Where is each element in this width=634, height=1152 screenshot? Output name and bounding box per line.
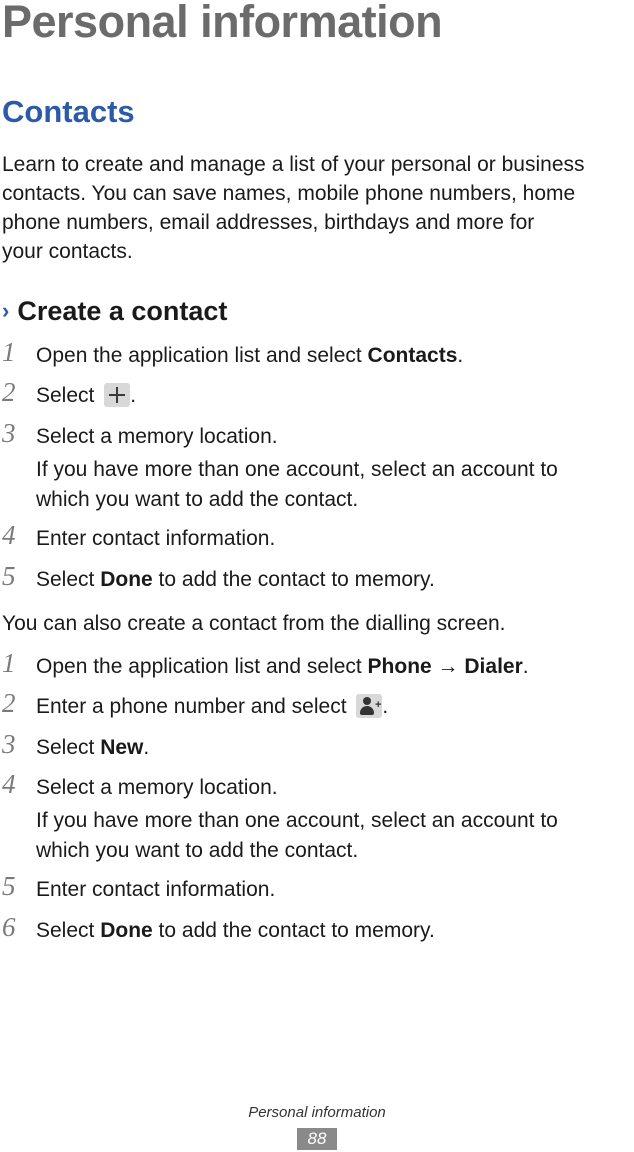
intro-line: phone numbers, email addresses, birthdays and more for [2,211,535,234]
step-text: Select New. [36,736,150,759]
intro-line: Learn to create and manage a list of your personal or business [2,153,585,176]
step-number: 3 [2,418,16,448]
chevron-right-icon: › [2,298,10,323]
step-text: Enter contact information. [36,527,276,550]
plus-icon [104,383,130,407]
page-title: Personal information [2,0,443,47]
step-number: 2 [2,377,16,407]
add-contact-icon: + [356,694,382,718]
intro-line: your contacts. [2,240,133,263]
intro-line: contacts. You can save names, mobile phone numbers, home [2,182,576,205]
bridge-text: You can also create a contact from the dialling screen. [2,612,506,635]
section-title: Contacts [2,94,135,129]
footer-label: Personal information [248,1104,386,1121]
step-text: Select a memory location. [36,776,278,799]
step-number: 5 [2,871,16,901]
subsection-title: Create a contact [17,296,228,326]
step-text: Enter a phone number and select + . [36,695,389,718]
step-text: Enter contact information. [36,878,276,901]
subsection-heading [2,296,227,327]
step-number: 4 [2,769,16,799]
step-number: 4 [2,520,16,550]
step-text: Select Done to add the contact to memory. [36,568,435,591]
step-number: 5 [2,561,16,591]
step-text: Open the application list and select Contacts. [36,344,464,367]
step-number: 1 [2,337,16,367]
step-number: 1 [2,648,16,678]
step-number: 6 [2,912,16,942]
step-text: Open the application list and select Phone → Dialer. [36,655,529,678]
step-text: Select a memory location. [36,425,278,448]
intro-paragraph [2,150,632,266]
step-number: 3 [2,729,16,759]
step-text: Select . [36,384,137,407]
step-note: If you have more than one account, select an account to which you want to add the contact. [36,809,558,862]
step-number: 2 [2,688,16,718]
step-text: Select Done to add the contact to memory. [36,919,435,942]
step-note: If you have more than one account, select an account to which you want to add the contact. [36,458,558,511]
page-number: 88 [297,1128,337,1150]
